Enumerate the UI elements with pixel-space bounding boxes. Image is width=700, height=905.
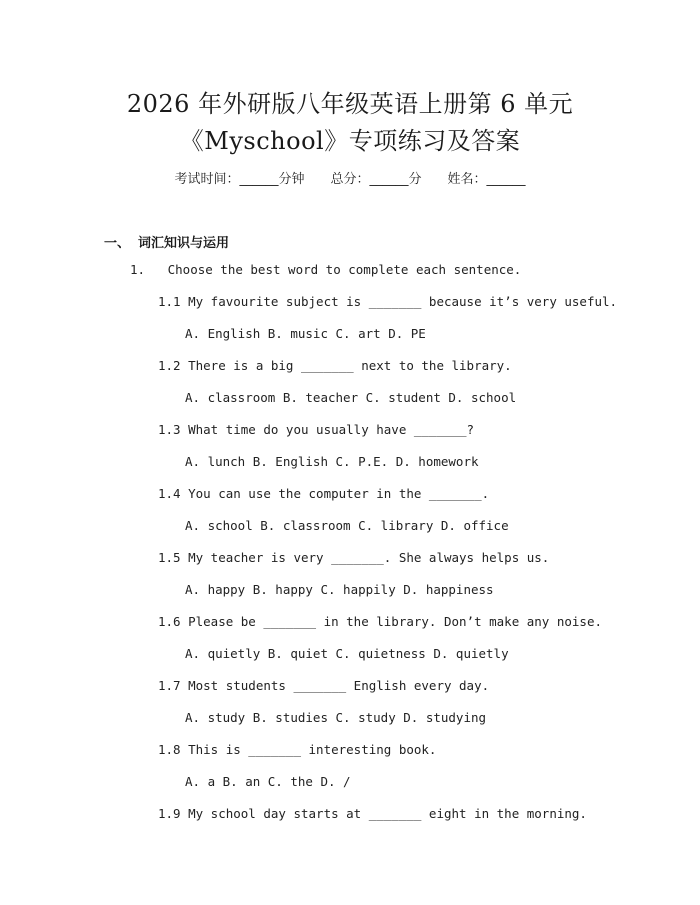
answer-options: A. school B. classroom C. library D. office	[185, 518, 509, 533]
total-score-field: 总分：______分	[330, 172, 422, 187]
question-instruction: 1. Choose the best word to complete each sentence.	[130, 262, 522, 277]
exam-time-field: 考试时间：______分钟	[174, 172, 305, 187]
student-name-field: 姓名：______	[447, 172, 526, 187]
question-item: 1.7 Most students _______ English every day.	[158, 678, 490, 693]
question-item: 1.4 You can use the computer in the _______.	[158, 486, 490, 501]
answer-options: A. study B. studies C. study D. studying	[185, 710, 487, 725]
section-label: 词汇知识与运用	[138, 236, 230, 251]
answer-options: A. happy B. happy C. happily D. happiness	[185, 582, 494, 597]
question-item: 1.1 My favourite subject is _______ because it’s very useful.	[158, 294, 618, 309]
answer-options: A. classroom B. teacher C. student D. school	[185, 390, 517, 405]
section-heading	[104, 232, 229, 251]
question-item: 1.6 Please be _______ in the library. Don’t make any noise.	[158, 614, 603, 629]
question-item: 1.3 What time do you usually have _______?	[158, 422, 475, 437]
answer-options: A. a B. an C. the D. /	[185, 774, 351, 789]
question-item: 1.2 There is a big _______ next to the library.	[158, 358, 512, 373]
answer-options: A. quietly B. quiet C. quietness D. quietly	[185, 646, 509, 661]
answer-options: A. lunch B. English C. P.E. D. homework	[185, 454, 479, 469]
question-item: 1.5 My teacher is very _______. She always helps us.	[158, 550, 550, 565]
page-title-line-2: 《Myschool》专项练习及答案	[179, 127, 521, 155]
answer-options: A. English B. music C. art D. PE	[185, 326, 426, 341]
page-title-line-1: 2026 年外研版八年级英语上册第 6 单元	[126, 90, 574, 118]
question-item: 1.8 This is _______ interesting book.	[158, 742, 437, 757]
exam-meta	[0, 168, 700, 187]
question-item: 1.9 My school day starts at _______ eight in the morning.	[158, 806, 587, 821]
section-number: 一、	[104, 236, 131, 251]
